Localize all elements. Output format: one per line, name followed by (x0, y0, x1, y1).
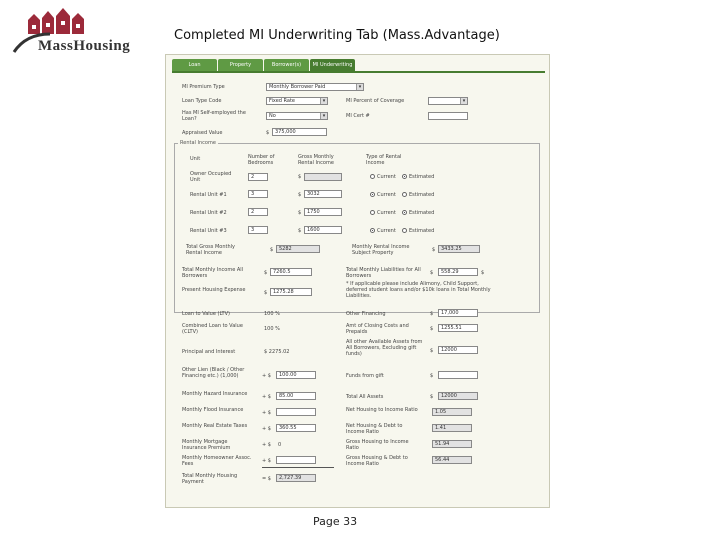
left-row-label: Total Monthly Housing Payment (182, 473, 238, 485)
radio-estimated[interactable] (402, 192, 407, 197)
tab-loan[interactable]: Loan (172, 59, 217, 71)
left-row-label: Total Monthly Income All Borrowers (182, 267, 244, 279)
bedrooms-input[interactable]: 3 (248, 190, 268, 198)
subject-rental-value: 3433.25 (438, 245, 480, 253)
rental-header-type: Type of Rental Income (366, 154, 402, 166)
rental-header-gross: Gross Monthly Rental Income (298, 154, 334, 166)
bedrooms-input[interactable]: 3 (248, 226, 268, 234)
currency-sign: $ (298, 174, 302, 180)
radio-estimated-label: Estimated (409, 174, 435, 180)
tab-property[interactable]: Property (218, 59, 263, 71)
gross-income-input[interactable]: 1750 (304, 208, 342, 216)
rental-header-unit: Unit (190, 156, 201, 162)
right-row-label: Total Monthly Liabilities for All Borrowers (346, 267, 421, 279)
radio-estimated[interactable] (402, 174, 407, 179)
gross-housing-debt-ratio-value: 56.44 (432, 456, 472, 464)
tab-bar (172, 59, 356, 71)
total-liabilities-input[interactable]: 558.29 (438, 268, 478, 276)
hoa-fees-input[interactable] (276, 456, 316, 464)
rental-row-label: Rental Unit #2 (190, 210, 227, 216)
left-row-prefix: $ (264, 270, 268, 276)
radio-current[interactable] (370, 192, 375, 197)
total-monthly-income-input[interactable]: 7260.5 (270, 268, 312, 276)
left-row-label: Monthly Flood Insurance (182, 407, 244, 413)
loan-type-code-value: Fixed Rate (269, 98, 296, 104)
right-row-label: Gross Housing & Debt to Income Ratio (346, 455, 408, 467)
mi-self-employed-select[interactable] (266, 112, 328, 120)
right-row-label: Other Financing (346, 311, 386, 317)
mi-premium-type-value: Monthly Borrower Paid (269, 84, 326, 90)
subject-rental-label: Monthly Rental Income Subject Property (352, 244, 410, 256)
gross-income-input[interactable]: 3032 (304, 190, 342, 198)
left-row-label: Loan to Value (LTV) (182, 311, 230, 317)
other-lien-input[interactable]: 100.00 (276, 371, 316, 379)
gift-funds-input[interactable] (438, 371, 478, 379)
left-row-prefix: + $ (262, 458, 271, 464)
gross-income-input[interactable]: 1600 (304, 226, 342, 234)
appraised-value-prefix: $ (266, 130, 270, 136)
liabilities-note: * If applicable please include Alimony, Child Support, deferred student loans and/or $10k loans in Total Monthly Liabilities. (346, 281, 491, 299)
radio-current[interactable] (370, 174, 375, 179)
rental-row-label: Owner Occupied Unit (190, 171, 232, 183)
left-row-prefix: + $ (262, 410, 271, 416)
bedrooms-input[interactable]: 2 (248, 208, 268, 216)
mi-cert-input[interactable] (428, 112, 468, 120)
mi-self-employed-value: No (269, 113, 276, 119)
available-assets-input[interactable]: 12000 (438, 346, 478, 354)
rental-header-bedrooms: Number of Bedrooms (248, 154, 275, 166)
right-row-label: Funds from gift (346, 373, 384, 379)
total-gross-rental-value: 5282 (276, 245, 320, 253)
tab-mi-underwriting[interactable]: MI Underwriting (310, 59, 355, 71)
right-row-prefix: $ (430, 311, 434, 317)
left-row-label: Combined Loan to Value (CLTV) (182, 323, 243, 335)
right-row-label: Net Housing to Income Ratio (346, 407, 418, 413)
radio-estimated-label: Estimated (409, 210, 435, 216)
right-row-label: Net Housing & Debt to Income Ratio (346, 423, 403, 435)
right-row-label: Gross Housing to Income Ratio (346, 439, 409, 451)
chevron-down-icon: ▾ (460, 98, 467, 104)
logo-wordmark: MassHousing (38, 38, 131, 54)
mortgage-insurance-value: 0 (278, 442, 282, 448)
loan-type-code-select[interactable] (266, 97, 328, 105)
chevron-down-icon: ▾ (320, 113, 327, 119)
page-number: Page 33 (313, 515, 358, 528)
left-row-label: Monthly Homeowner Assoc. Fees (182, 455, 252, 467)
mi-premium-type-label: MI Premium Type (182, 84, 225, 90)
currency-sign: $ (298, 192, 302, 198)
appraised-value-input[interactable]: 375,000 (272, 128, 327, 136)
left-row-label: Other Lien (Black / Other Financing etc.) (1,000) (182, 367, 245, 379)
currency-sign: $ (432, 247, 436, 253)
radio-estimated[interactable] (402, 210, 407, 215)
right-row-prefix: $ (430, 348, 434, 354)
radio-current-label: Current (377, 174, 396, 180)
radio-current[interactable] (370, 210, 375, 215)
mi-underwriting-screenshot (165, 54, 550, 508)
other-financing-input[interactable]: 17,000 (438, 309, 478, 317)
loan-type-code-label: Loan Type Code (182, 98, 222, 104)
right-row-label: All other Available Assets from All Borrowers, Excluding gift funds) (346, 339, 423, 357)
real-estate-taxes-input[interactable]: 360.55 (276, 424, 316, 432)
left-row-label: Monthly Hazard Insurance (182, 391, 248, 397)
present-housing-expense-input[interactable]: 1275.28 (270, 288, 312, 296)
net-housing-ratio-value: 1.05 (432, 408, 472, 416)
tab-borrowers[interactable]: Borrower(s) (264, 59, 309, 71)
mi-self-employed-label: Has MI Self-employed the Loan? (182, 110, 246, 122)
sum-divider (262, 467, 334, 468)
net-housing-debt-ratio-value: 1.41 (432, 424, 472, 432)
radio-estimated-label: Estimated (409, 192, 435, 198)
radio-current[interactable] (370, 228, 375, 233)
left-row-label: Principal and Interest (182, 349, 236, 355)
radio-current-label: Current (377, 228, 396, 234)
appraised-value-label: Appraised Value (182, 130, 223, 136)
left-row-prefix: + $ (262, 426, 271, 432)
total-assets-value: 12000 (438, 392, 478, 400)
radio-current-label: Current (377, 192, 396, 198)
gross-housing-ratio-value: 51.94 (432, 440, 472, 448)
chevron-down-icon: ▾ (356, 84, 363, 90)
mi-cert-label: MI Cert # (346, 113, 370, 119)
currency-sign: $ (298, 228, 302, 234)
radio-current-label: Current (377, 210, 396, 216)
left-row-label: Present Housing Expense (182, 287, 246, 293)
rental-row-label: Rental Unit #1 (190, 192, 227, 198)
right-row-prefix: $ (430, 373, 434, 379)
bedrooms-input[interactable]: 2 (248, 173, 268, 181)
radio-estimated-label: Estimated (409, 228, 435, 234)
rental-income-legend: Rental Income (180, 140, 216, 146)
total-gross-rental-label: Total Gross Monthly Rental Income (186, 244, 235, 256)
right-row-label: Amt of Closing Costs and Prepaids (346, 323, 409, 335)
masshousing-logo (12, 8, 137, 54)
gross-income-input (304, 173, 342, 181)
left-row-prefix: $ (264, 290, 268, 296)
principal-interest-value: $ 2275.02 (264, 349, 290, 355)
currency-sign: $ (298, 210, 302, 216)
right-row-prefix: $ (430, 270, 434, 276)
tab-underline (172, 71, 545, 73)
right-row-prefix: $ (430, 326, 434, 332)
right-row-suffix: $ (481, 270, 485, 276)
cltv-value: 100 % (264, 326, 280, 332)
right-row-label: Total All Assets (346, 394, 384, 400)
closing-costs-input[interactable]: 1255.51 (438, 324, 478, 332)
radio-estimated[interactable] (402, 228, 407, 233)
total-housing-payment-value: 2,727.39 (276, 474, 316, 482)
mi-percent-select[interactable] (428, 97, 468, 105)
left-row-prefix: + $ (262, 442, 271, 448)
left-row-prefix: + $ (262, 394, 271, 400)
flood-insurance-input[interactable] (276, 408, 316, 416)
left-row-prefix: + $ (262, 373, 271, 379)
left-row-prefix: = $ (262, 476, 271, 482)
rental-row-label: Rental Unit #3 (190, 228, 227, 234)
ltv-value: 100 % (264, 311, 280, 317)
slide-title: Completed MI Underwriting Tab (Mass.Advantage) (174, 28, 500, 43)
right-row-prefix: $ (430, 394, 434, 400)
left-row-label: Monthly Real Estate Taxes (182, 423, 248, 429)
mi-percent-label: MI Percent of Coverage (346, 98, 405, 104)
currency-sign: $ (270, 247, 274, 253)
hazard-insurance-input[interactable]: 85.00 (276, 392, 316, 400)
left-row-label: Monthly Mortgage Insurance Premium (182, 439, 231, 451)
chevron-down-icon: ▾ (320, 98, 327, 104)
mi-premium-type-select[interactable] (266, 83, 364, 91)
